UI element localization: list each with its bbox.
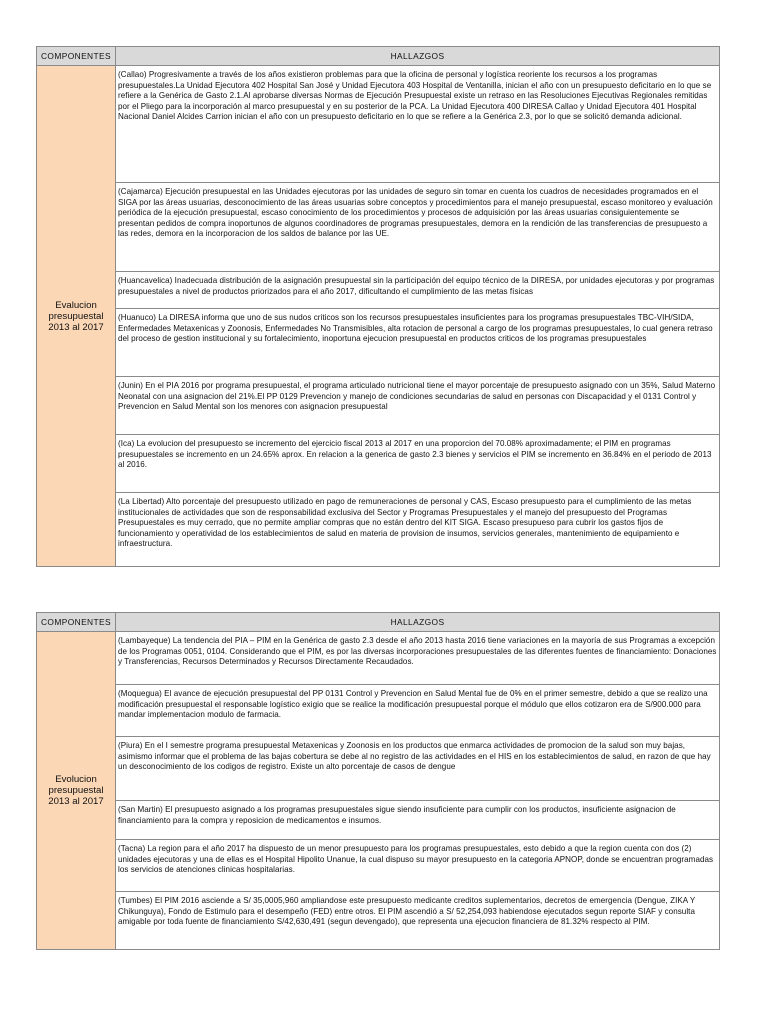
hallazgo-cell: (San Martin) El presupuesto asignado a los programas presupuestales sigue siendo insuficiente para cumplir con los productos, insuficiente asignacion de financiamiento para la compra y reposicion de medicamentos e insumos. <box>116 801 720 840</box>
hallazgos-header: HALLAZGOS <box>116 47 720 66</box>
componentes-header: COMPONENTES <box>37 613 116 632</box>
hallazgos-table-2 <box>36 612 720 950</box>
table-row <box>37 493 720 567</box>
hallazgo-cell: (Moquegua) El avance de ejecución presupuestal del PP 0131 Control y Prevencion en Salud Mental fue de 0% en el primer semestre, debido a que se realizo una modificación presupuestal el responsable logístico exigio que se realice la modificación presupuestal porque el módulo que ellos cotizaron era de S/900.000 para mandar implementacion modulo de farmacia. <box>116 685 720 737</box>
hallazgo-cell: (Huanuco) La DIRESA informa que uno de sus nudos criticos son los recursos presupuestales insuficientes para los programas presupuestales TBC-VIH/SIDA, Enfermedades Metaxenicas y Zoonosis, Enfermedades No Transmisibles, alta rotacion de personal a cargo de los programas presupuestales, lo cual genera retraso del proceso de gestion institucional y su fortalecimiento, inoportuna ejecucion presupuestal en productos criticos de los programas presupuestales <box>116 309 720 377</box>
table-row <box>37 183 720 272</box>
hallazgo-cell: (Ica) La evolucion del presupuesto se incremento del ejercicio fiscal 2013 al 2017 en una proporcion del 70.08% aproximadamente; el PIM en programas presupuestales se incremento en un 24.65% aprox. En relacion a la generica de gasto 2.3 bienes y servicios el PIM se incremento en 36.84% en el periodo de 2013 al 2016. <box>116 435 720 493</box>
hallazgo-cell: (Tacna) La region para el año 2017 ha dispuesto de un menor presupuesto para los programas presupuestales, esto debido a que la region cuenta con dos (2) unidades ejecutoras y una de ellas es el Hospital Hipolito Unanue, la cual dispuso su mayor presupuesto en la categoria APNOP, donde se encuentran programadas los servicios de atenciones clinicas hospitalarias. <box>116 840 720 892</box>
hallazgo-cell: (Piura) En el I semestre programa presupuestal Metaxenicas y Zoonosis en los productos que enmarca actividades de promocion de la salud son muy bajas, asimismo informar que el problema de las bajas cobertura se debe al no registro de las actividades en el HIS en los establecimientos de salud, en razon de que hay un desconocimiento de los codigos de registro. Existe un alto porcentaje de casos de dengue <box>116 737 720 801</box>
hallazgo-cell: (Tumbes) El PIM 2016 asciende a S/ 35,0005,960 ampliandose este presupuesto medicante creditos suplementarios, decretos de emergencia (Dengue, ZIKA Y Chikunguya), Fondo de Estimulo para el desempeño (FED) entre otros. El PIM ascendió a S/ 52,254,093 habiendose ejecutados segun reporte SIAF y consulta amigable por toda fuente de financiamiento S/42,630,491 (segun devengado), que representa una ejecucion financiera de 81.32% respecto al PIM. <box>116 892 720 950</box>
hallazgo-cell: (Junin) En el PIA 2016 por programa presupuestal, el programa articulado nutricional tiene el mayor porcentaje de presupuesto asignado con un 35%, Salud Materno Neonatal con una asignacion del 21%.El PP 0129 Prevencion y manejo de condiciones secundarias de salud en personas con Discapacidad y el 0131 Control y Prevencion en Salud Mental son los menores con asignacion presupuestal <box>116 377 720 435</box>
table-row <box>37 892 720 950</box>
componentes-header: COMPONENTES <box>37 47 116 66</box>
table-row <box>37 272 720 309</box>
table-row <box>37 66 720 183</box>
table-row <box>37 435 720 493</box>
hallazgo-cell: (Lambayeque) La tendencia del PIA – PIM en la Genérica de gasto 2.3 desde el año 2013 hasta 2016 tiene variaciones en la mayoría de sus Programas a excepción de los Programas 0051, 0104. Considerando que el PIM, es por las diversas incorporaciones presupuestales de las diferentes fuentes de financiamiento: Donaciones y Transferencias, Recursos Determinados y Recursos Directamente Recaudados. <box>116 632 720 685</box>
componente-cell: Evolucion presupuestal 2013 al 2017 <box>37 632 116 950</box>
hallazgo-cell: (Huancavelica) Inadecuada distribución de la asignación presupuestal sin la participación del equipo técnico de la DIRESA, por unidades ejecutoras y por programas presupuestales a nivel de productos priorizados para el año 2017, dificultando el cumplimiento de las metas físicas <box>116 272 720 309</box>
table-row <box>37 632 720 685</box>
table-header-row <box>37 47 720 66</box>
table-row <box>37 737 720 801</box>
componente-cell: Evalucion presupuestal 2013 al 2017 <box>37 66 116 567</box>
hallazgo-cell: (Cajamarca) Ejecución presupuestal en las Unidades ejecutoras por las unidades de seguro sin tomar en cuenta los cuadros de necesidades programados en el SIGA por las áreas usuarias, desconocimiento de las áreas usuarias sobre conceptos y procedimientos para el manejo presupuestal, escaso monitoreo y evaluación periódica de la ejecución presupuestal, escaso conocimiento de los procedimientos y procesos de adquisición por las áreas usuarias consiguientemente se presentan pedidos de compra inoportunos de algunos coordinadores de programas presupuestales, demora en la rendición de las transferencias de presupuesto a las redes, demora en la incorporacion de los saldos de balance por las UE. <box>116 183 720 272</box>
hallazgo-cell: (La Libertad) Alto porcentaje del presupuesto utilizado en pago de remuneraciones de personal y CAS, Escaso presupuesto para el cumplimiento de las metas institucionales de actividades que son de responsabilidad exclusiva del Sector y Programas Presupuestales y el manejo del presupuesto del Programas Presupuestales es muy cerrado, que no permite ampliar compras que no están dentro del KIT SIGA. Escaso presupueso para cubrir los gastos fijos de funcionamiento y operatividad de los establecimientos de salud en materia de provision de insumos, servicios generales, mantenimiento de equipamiento e infraestructura. <box>116 493 720 567</box>
table-header-row <box>37 613 720 632</box>
table-row <box>37 840 720 892</box>
hallazgo-cell: (Callao) Progresivamente a través de los años existieron problemas para que la oficina de personal y logística reoriente los recursos a los programas presupuestales.La Unidad Ejecutora 402 Hospital San José y Unidad Ejecutora 403 Hospital de Ventanilla, inician el año con un presupuesto deficitario en lo que se refiere a la Genérica de Gasto 2.1.Al aprobarse diversas Normas de Ejecución Presupuestal existe un retraso en las Resoluciones Ejecutivas Regionales remitidas por el Pliego para la incorporación al marco presupuestal y en su posterior de la PCA. La Unidad Ejecutora 400 DIRESA Callao y Unidad Ejecutora 401 Hospital Nacional Daniel Alcides Carrion inician el año con un presupuesto deficitario en lo que se refiere a la Genérica 2.3, por lo que se solicitó demanda adicional. <box>116 66 720 183</box>
table-row <box>37 309 720 377</box>
hallazgos-table-1 <box>36 46 720 567</box>
hallazgos-header: HALLAZGOS <box>116 613 720 632</box>
table-row <box>37 685 720 737</box>
table-row <box>37 801 720 840</box>
table-row <box>37 377 720 435</box>
